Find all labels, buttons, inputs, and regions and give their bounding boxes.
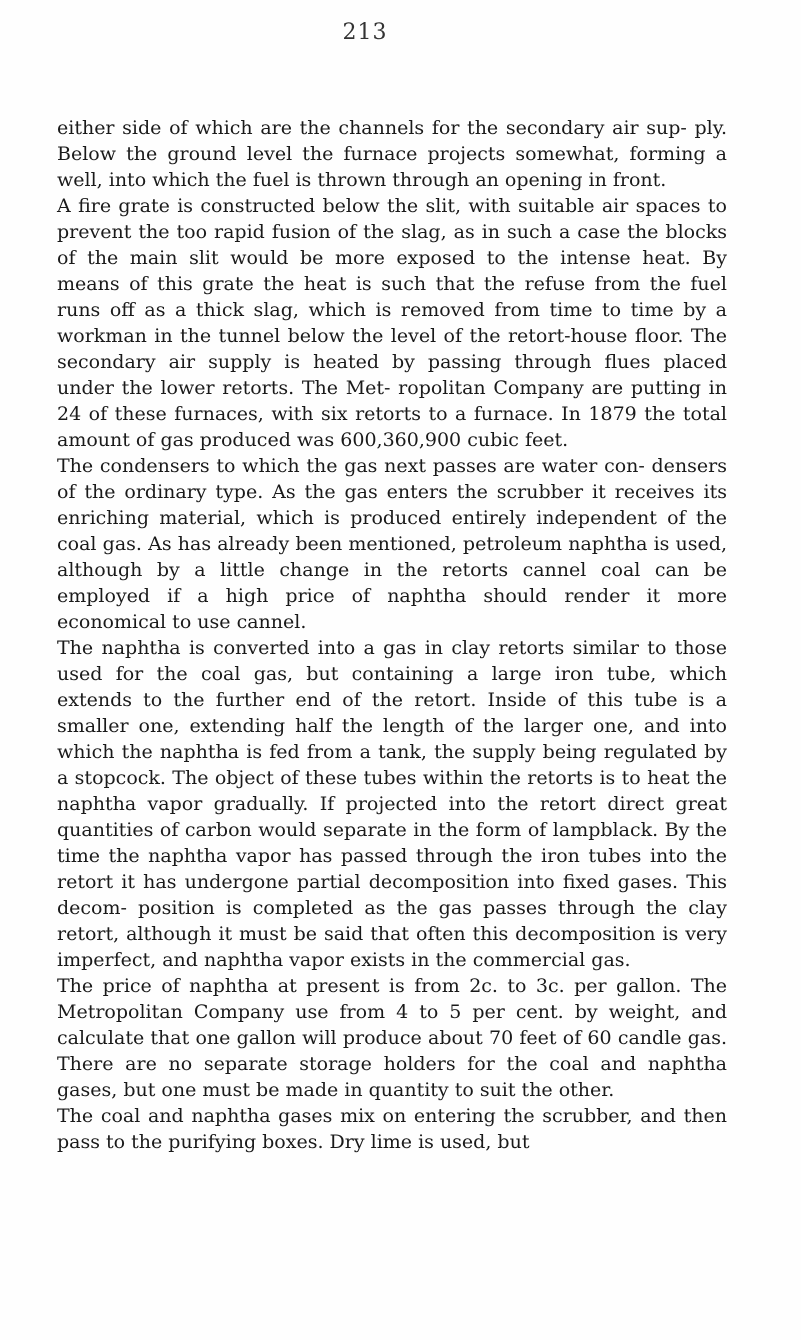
paragraph-2: A fire grate is constructed below the slit, with suitable air spaces to prevent the too rapid fusion of the slag, as in such a case the blocks of the main slit would be more exposed to the intense heat. By means of this grate the heat is such that the refuse from the fuel runs off as a thick slag, which is removed from time to time by a workman in the tunnel below the level of the retort-house floor. The secondary air supply is heated by passing through flues placed under the lower retorts. The Met- ropolitan Company are putting in 24 of these furnaces, with six retorts to a furnace. In 1879 the total amount of gas produced was 600,360,900 cubic feet. (57, 195, 727, 451)
paragraph-4: The naphtha is converted into a gas in clay retorts similar to those used for the coal gas, but containing a large iron tube, which extends to the further end of the retort. Inside of this tube is a smaller one, extending half the length of the larger one, and into which the naphtha is fed from a tank, the supply being regulated by a stopcock. The object of these tubes within the retorts is to heat the naphtha vapor gradually. If projected into the retort direct great quantities of carbon would separate in the form of lampblack. By the time the naphtha vapor has passed through the iron tubes into the retort it has undergone partial decomposition into fixed gases. This decom- position is completed as the gas passes through the clay retort, although it must be said that often this decomposition is very imperfect, and naphtha vapor exists in the commercial gas. (57, 637, 727, 971)
paragraph-3: The condensers to which the gas next passes are water con- densers of the ordinary type. As the gas enters the scrubber it receives its enriching material, which is produced entirely independent of the coal gas. As has already been mentioned, petroleum naphtha is used, although by a little change in the retorts cannel coal can be employed if a high price of naphtha should render it more economical to use cannel. (57, 455, 727, 633)
paragraph-6: The coal and naphtha gases mix on entering the scrubber, and then pass to the purifying boxes. Dry lime is used, but (57, 1105, 727, 1153)
paragraph-1: either side of which are the channels for the secondary air sup- ply. Below the ground level the furnace projects somewhat, forming a well, into which the fuel is thrown through an opening in front. (57, 117, 727, 191)
body-text (57, 115, 727, 1155)
page-number: 213 (342, 20, 388, 45)
paragraph-5: The price of naphtha at present is from 2c. to 3c. per gallon. The Metropolitan Company use from 4 to 5 per cent. by weight, and calculate that one gallon will produce about 70 feet of 60 candle gas. There are no separate storage holders for the coal and naphtha gases, but one must be made in quantity to suit the other. (57, 975, 727, 1101)
